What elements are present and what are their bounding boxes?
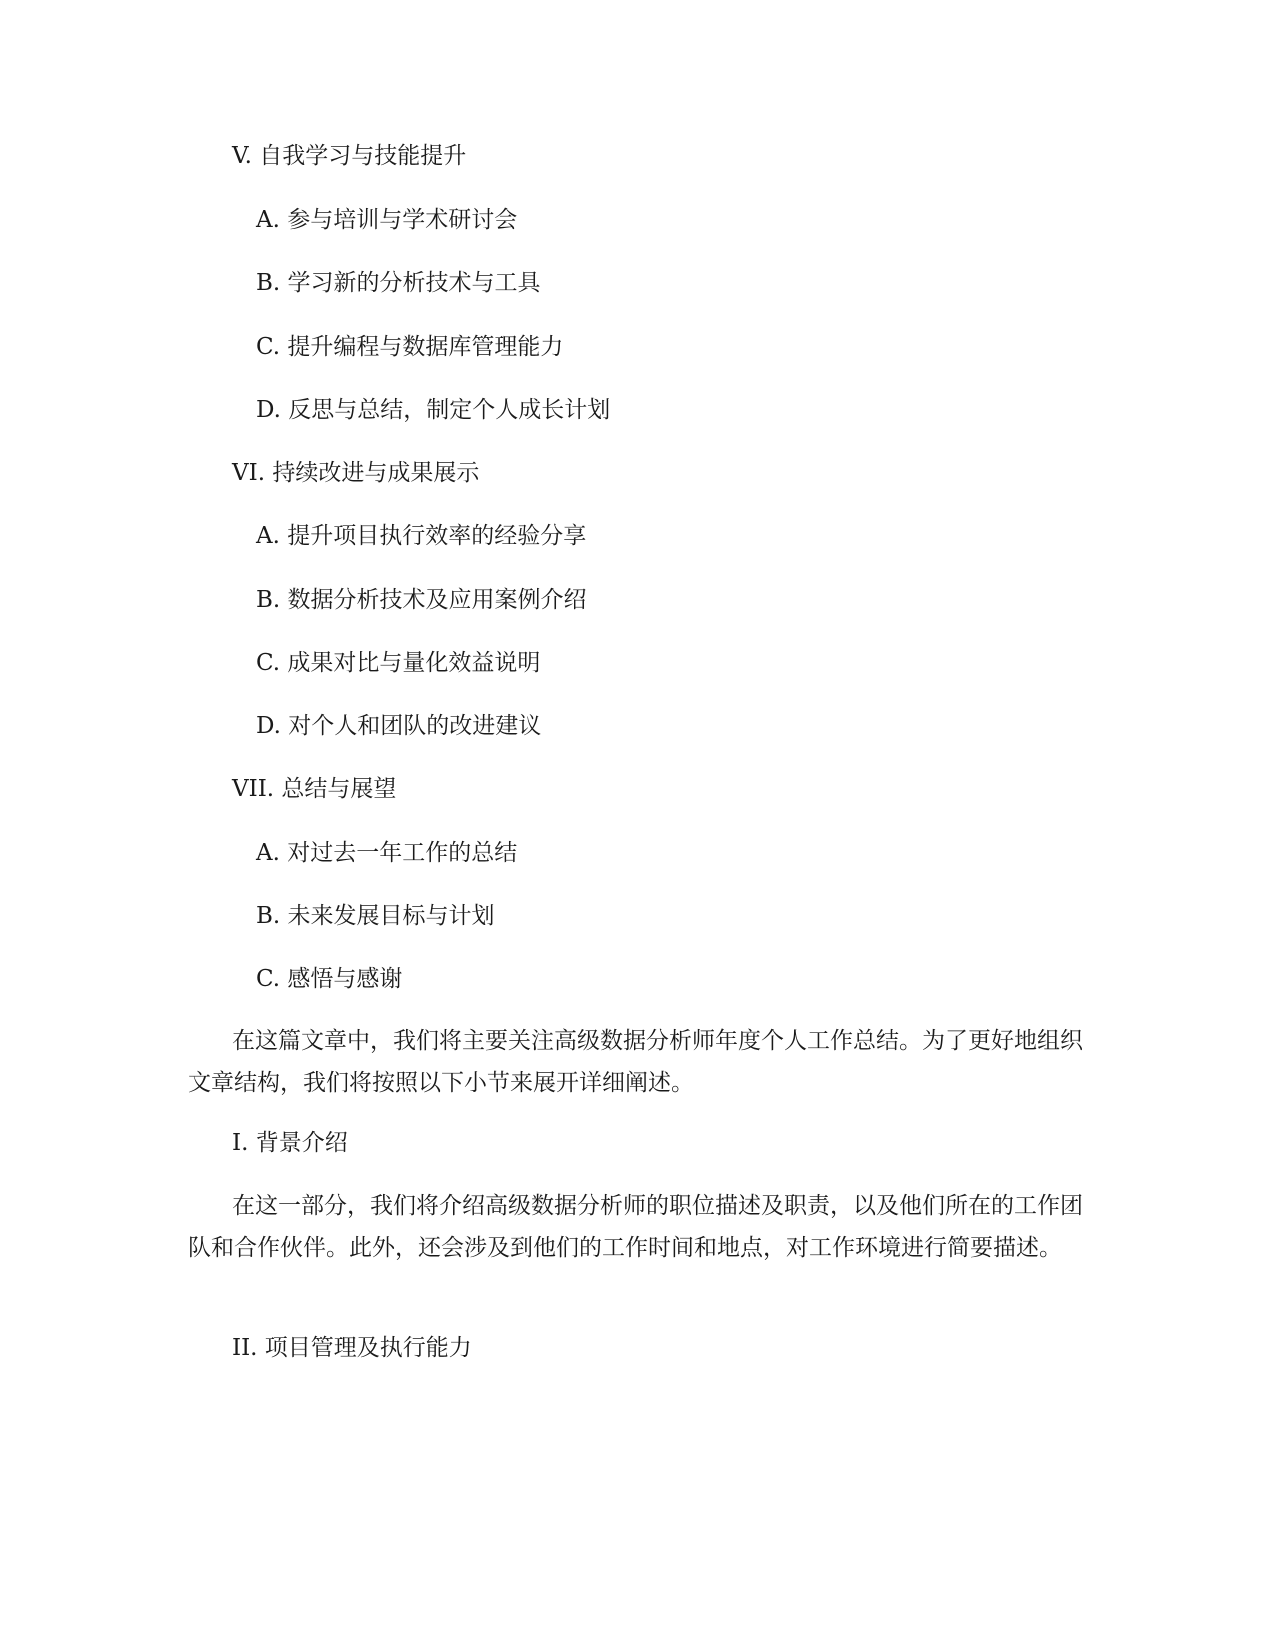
outline-item-vi-d: D. 对个人和团队的改进建议: [256, 713, 542, 739]
outline-item-vii-a: A. 对过去一年工作的总结: [256, 840, 518, 866]
outline-heading-v: V. 自我学习与技能提升: [232, 143, 467, 169]
outline-item-v-a: A. 参与培训与学术研讨会: [256, 207, 518, 233]
outline-item-vii-c: C. 感悟与感谢: [256, 966, 403, 992]
outline-item-vi-a: A. 提升项目执行效率的经验分享: [256, 523, 587, 549]
section-heading-ii: II. 项目管理及执行能力: [232, 1335, 472, 1361]
intro-paragraph: 在这篇文章中，我们将主要关注高级数据分析师年度个人工作总结。为了更好地组织文章结构，我们将按照以下小节来展开详细阐述。: [188, 1028, 1083, 1096]
section-i-paragraph: 在这一部分，我们将介绍高级数据分析师的职位描述及职责，以及他们所在的工作团队和合作伙伴。此外，还会涉及到他们的工作时间和地点，对工作环境进行简要描述。: [188, 1193, 1083, 1261]
outline-heading-vii: VII. 总结与展望: [232, 776, 397, 802]
section-heading-i: I. 背景介绍: [232, 1130, 348, 1156]
outline-item-vi-c: C. 成果对比与量化效益说明: [256, 650, 541, 676]
outline-item-v-c: C. 提升编程与数据库管理能力: [256, 334, 564, 360]
outline-item-v-d: D. 反思与总结，制定个人成长计划: [256, 397, 611, 423]
outline-heading-vi: VI. 持续改进与成果展示: [232, 460, 480, 486]
outline-item-vi-b: B. 数据分析技术及应用案例介绍: [256, 587, 587, 613]
outline-item-v-b: B. 学习新的分析技术与工具: [256, 270, 541, 296]
outline-item-vii-b: B. 未来发展目标与计划: [256, 903, 495, 929]
